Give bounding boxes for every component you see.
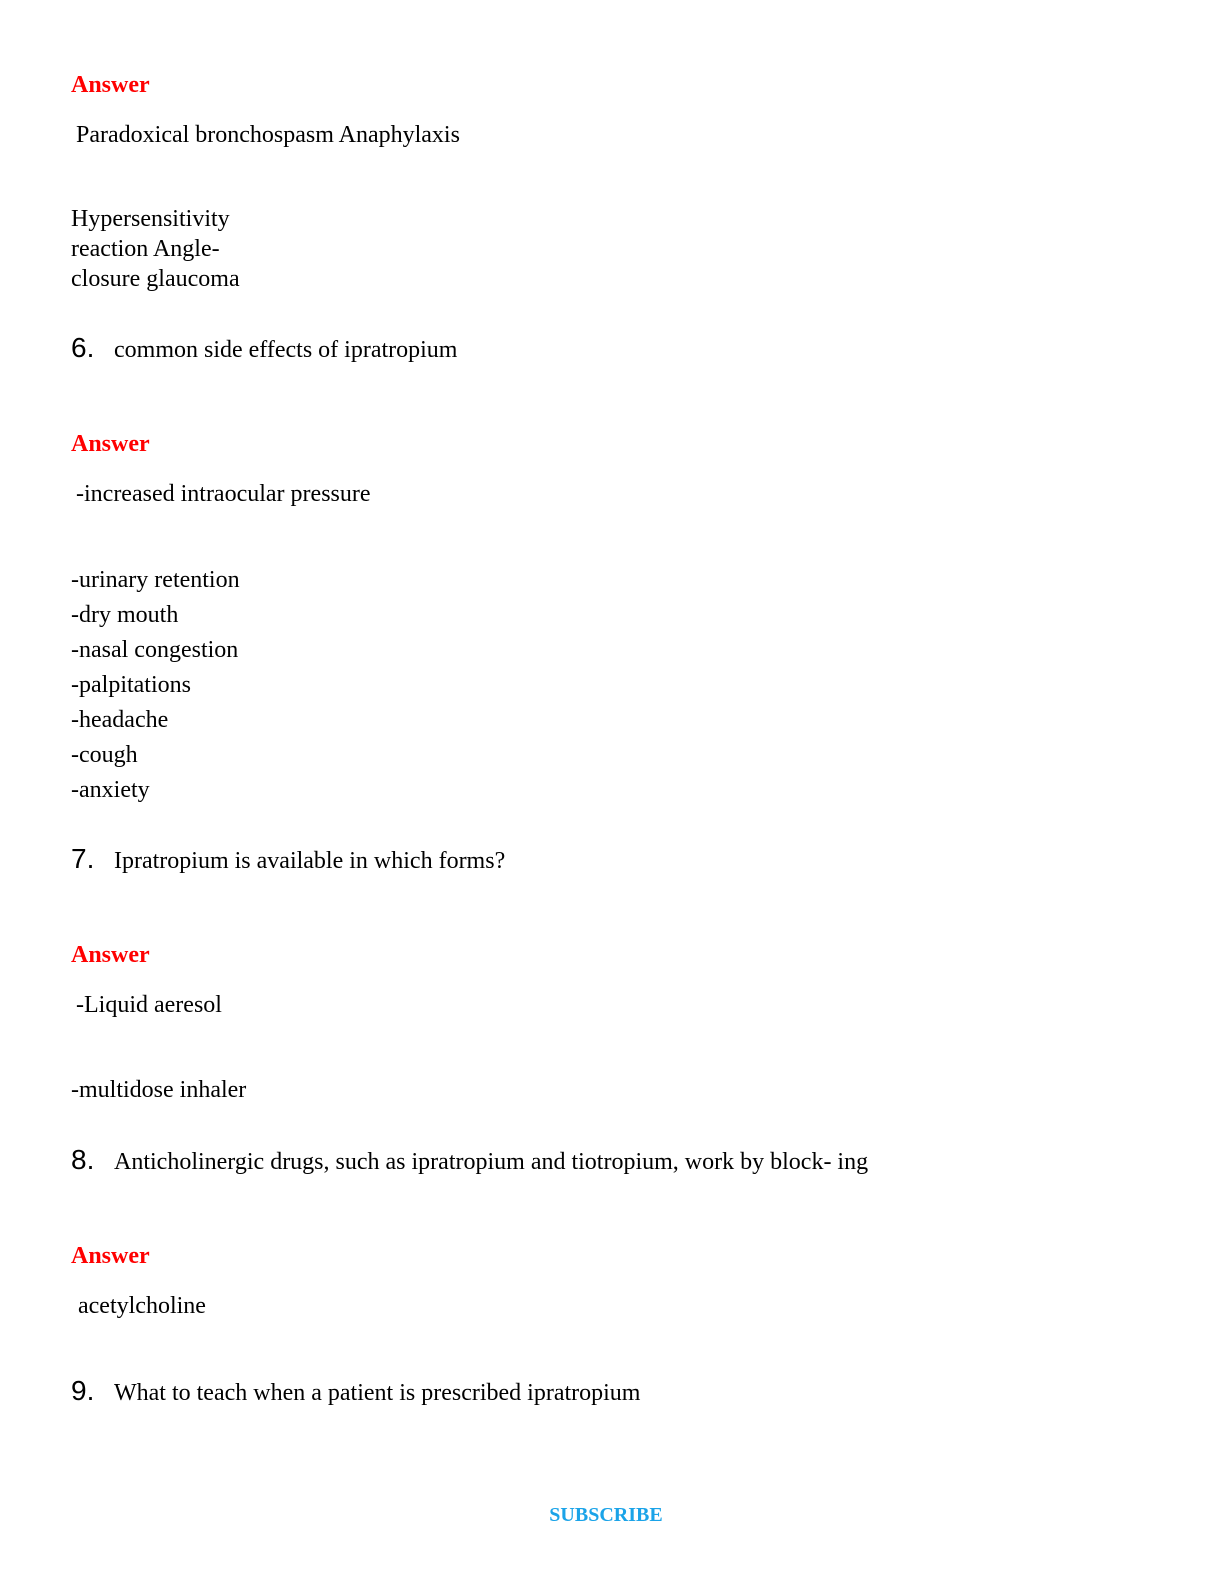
list-item: -cough [71, 742, 138, 768]
question-8 [71, 1144, 868, 1176]
answer-text: acetylcholine [78, 1293, 206, 1319]
list-item: -palpitations [71, 672, 191, 698]
answer-line: closure glaucoma [71, 266, 240, 292]
list-item: -anxiety [71, 777, 150, 803]
side-effects-list [71, 563, 240, 808]
question-number: 9. [71, 1375, 95, 1406]
question-text: Ipratropium is available in which forms? [114, 848, 506, 874]
answer-label: Answer [71, 72, 150, 98]
answer-label: Answer [71, 942, 150, 968]
subscribe-link[interactable]: SUBSCRIBE [549, 1504, 663, 1526]
answer-label: Answer [71, 1243, 150, 1269]
answer-line: Hypersensitivity [71, 206, 230, 232]
question-number: 7. [71, 843, 95, 874]
answer-text: Paradoxical bronchospasm Anaphylaxis [76, 122, 460, 148]
answer-text: -increased intraocular pressure [76, 481, 371, 507]
question-text: Anticholinergic drugs, such as ipratropium and tiotropium, work by block- ing [114, 1149, 869, 1175]
answer-text-block [71, 204, 240, 294]
question-text: What to teach when a patient is prescribed ipratropium [114, 1380, 641, 1406]
list-item: -urinary retention [71, 567, 240, 593]
list-item: -dry mouth [71, 602, 179, 628]
answer-line: reaction Angle- [71, 236, 220, 262]
question-text: common side effects of ipratropium [114, 337, 458, 363]
question-number: 8. [71, 1144, 95, 1175]
question-number: 6. [71, 332, 95, 363]
answer-text: -multidose inhaler [71, 1077, 247, 1103]
question-6 [71, 332, 457, 364]
answer-label: Answer [71, 431, 150, 457]
list-item: -nasal congestion [71, 637, 239, 663]
question-9 [71, 1375, 640, 1407]
answer-text: -Liquid aeresol [76, 992, 222, 1018]
list-item: -headache [71, 707, 169, 733]
question-7 [71, 843, 505, 875]
